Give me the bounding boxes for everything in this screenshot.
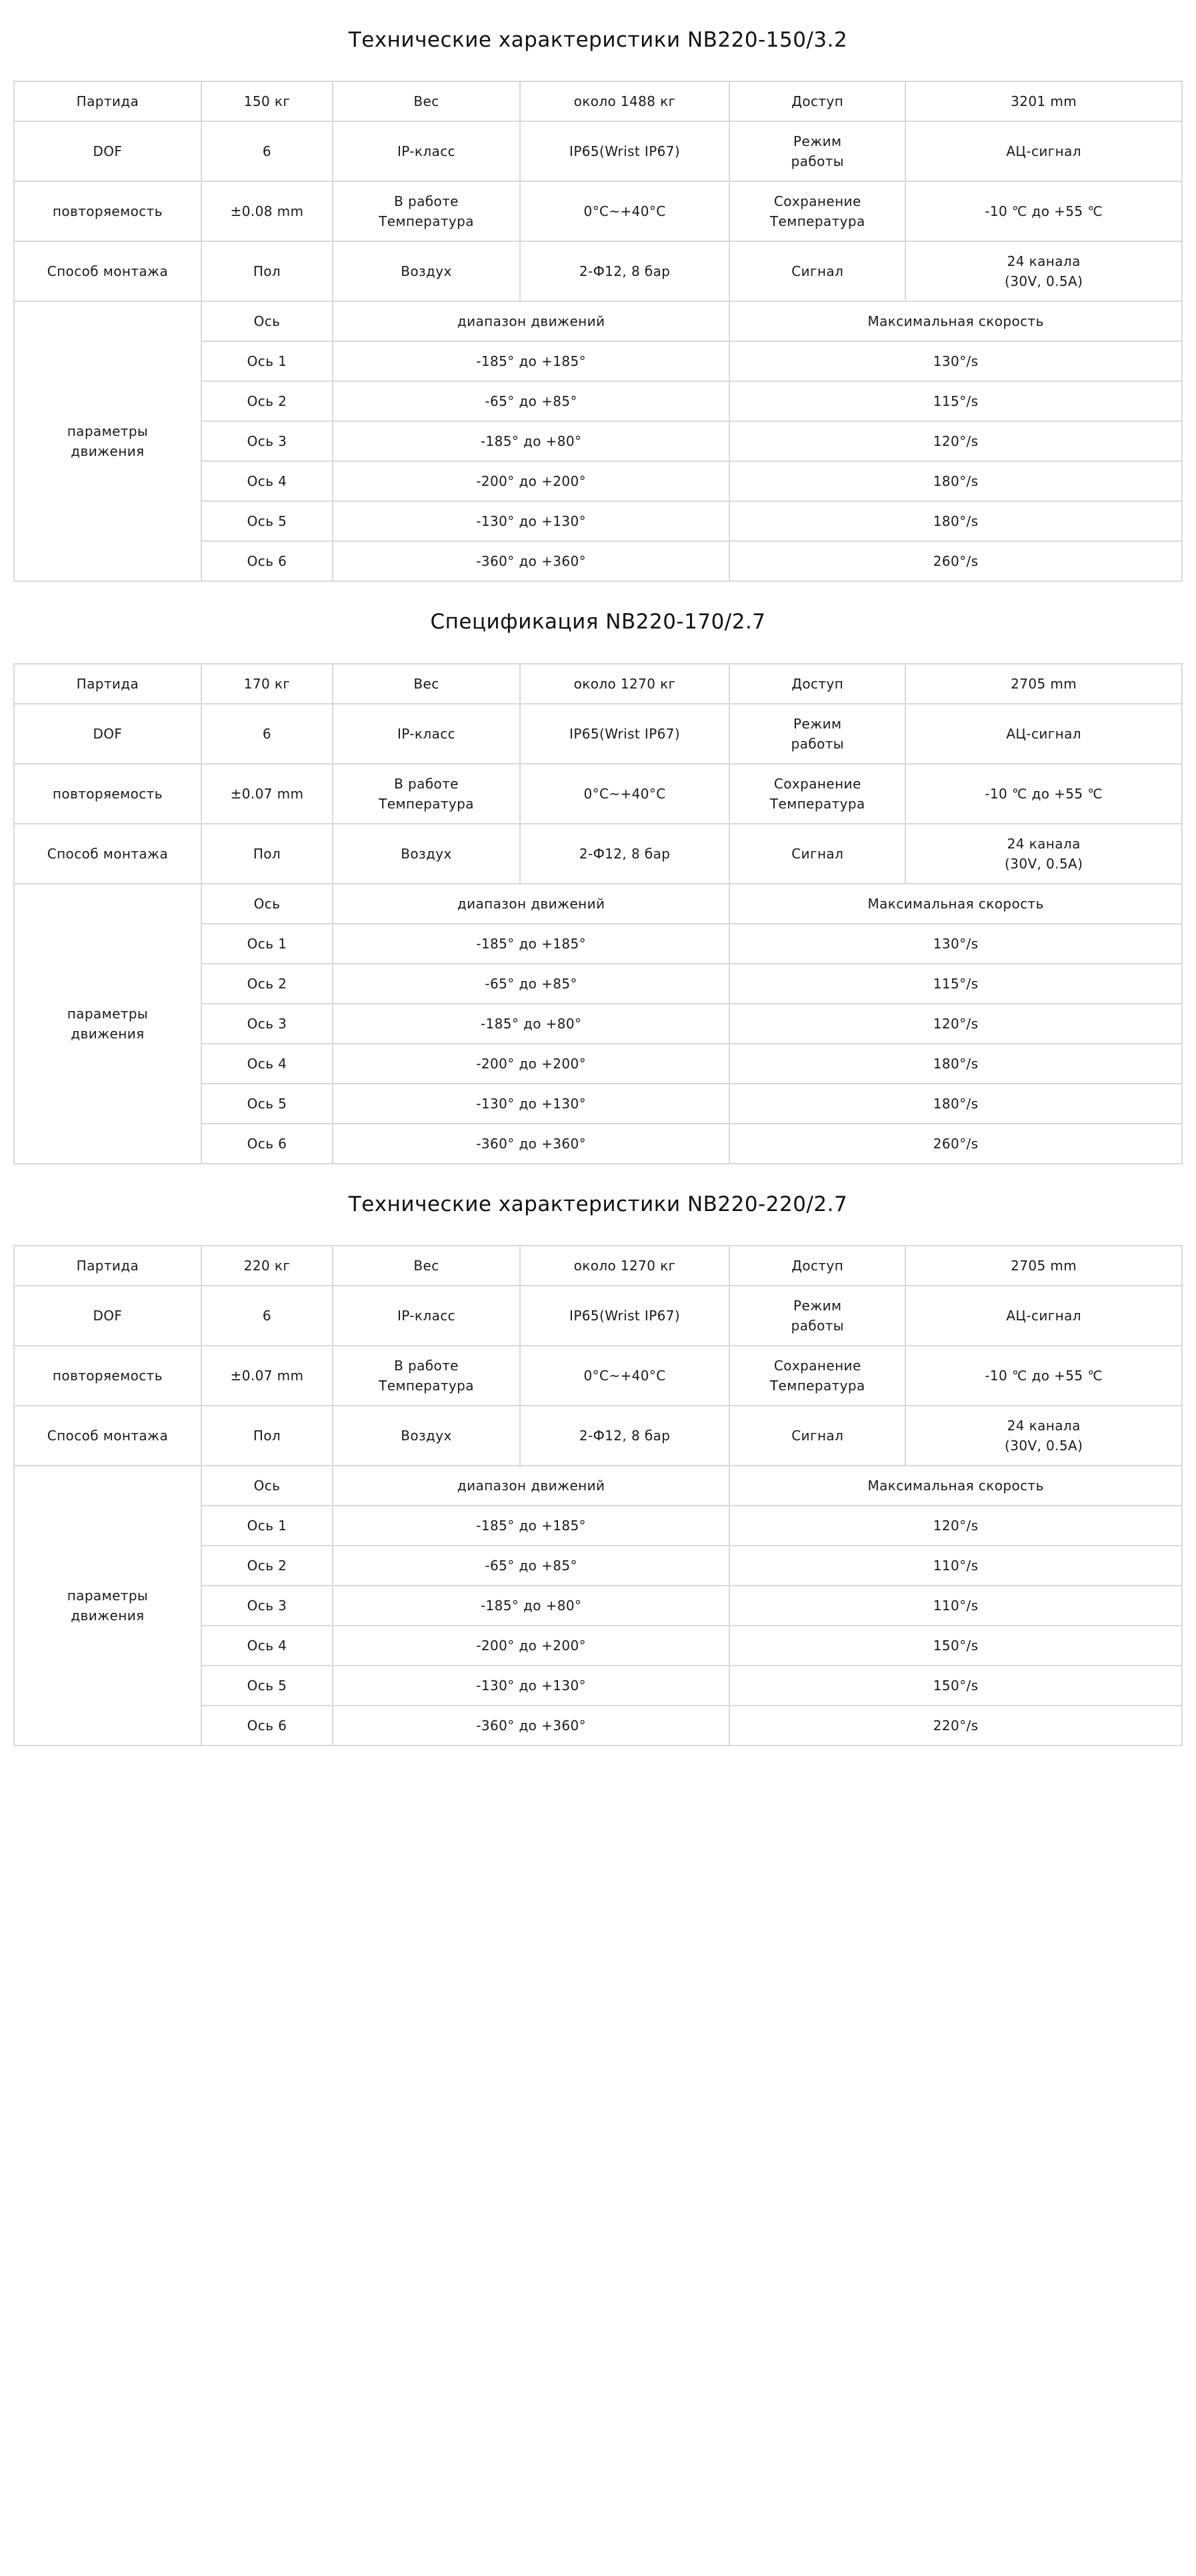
cell-mounting-value: Пол xyxy=(201,241,333,301)
axis-range: -130° до +130° xyxy=(333,1666,729,1706)
axis-speed: 180°/s xyxy=(729,1044,1182,1084)
cell-working-temp-label-line1: В работе xyxy=(394,1358,459,1374)
cell-air-value: 2-Ф12, 8 бар xyxy=(520,824,729,884)
cell-reach-label: Доступ xyxy=(729,81,905,121)
axis-range: -185° до +185° xyxy=(333,924,729,964)
cell-working-temp-value: 0°C~+40°C xyxy=(520,181,729,241)
motion-head-axis: Ось xyxy=(201,1466,333,1506)
cell-mode-label-line2: работы xyxy=(791,735,844,752)
cell-payload-label: Партида xyxy=(14,81,201,121)
cell-storage-temp-label-line2: Температура xyxy=(769,1378,865,1394)
motion-head-range: диапазон движений xyxy=(333,301,729,341)
cell-working-temp-label xyxy=(333,1346,520,1406)
cell-working-temp-label-line1: В работе xyxy=(394,193,459,210)
motion-head-speed: Максимальная скорость xyxy=(729,301,1182,341)
cell-mounting-label: Способ монтажа xyxy=(14,824,201,884)
motion-header-row xyxy=(14,1466,1182,1506)
cell-signal-label: Сигнал xyxy=(729,824,905,884)
page-title: Технические характеристики NB220-150/3.2 xyxy=(348,27,848,52)
cell-dof-value: 6 xyxy=(201,1286,333,1346)
cell-signal-value-line2: (30V, 0.5A) xyxy=(1005,1438,1083,1454)
cell-weight-label: Вес xyxy=(333,664,520,704)
table-row xyxy=(14,241,1182,301)
cell-mounting-label: Способ монтажа xyxy=(14,1406,201,1466)
cell-air-label: Воздух xyxy=(333,1406,520,1466)
axis-range: -65° до +85° xyxy=(333,381,729,421)
motion-head-speed: Максимальная скорость xyxy=(729,1466,1182,1506)
cell-working-temp-label-line1: В работе xyxy=(394,775,459,792)
motion-parameters-label-line1: параметры xyxy=(67,1005,149,1022)
cell-storage-temp-label-line2: Температура xyxy=(769,795,865,812)
page-title: Технические характеристики NB220-220/2.7 xyxy=(348,1192,848,1216)
cell-dof-value: 6 xyxy=(201,121,333,181)
motion-parameters-label-line2: движения xyxy=(71,1608,145,1624)
motion-head-range: диапазон движений xyxy=(333,1466,729,1506)
cell-signal-value xyxy=(905,241,1182,301)
cell-signal-value-line1: 24 канала xyxy=(1007,253,1081,270)
cell-weight-value: около 1270 кг xyxy=(520,1246,729,1286)
axis-name: Ось 1 xyxy=(201,1506,333,1546)
axis-speed: 120°/s xyxy=(729,421,1182,461)
cell-air-value: 2-Ф12, 8 бар xyxy=(520,241,729,301)
cell-signal-label: Сигнал xyxy=(729,1406,905,1466)
cell-working-temp-label-line2: Температура xyxy=(379,213,474,230)
axis-range: -200° до +200° xyxy=(333,1626,729,1666)
table-row xyxy=(14,1246,1182,1286)
motion-head-axis: Ось xyxy=(201,301,333,341)
axis-name: Ось 2 xyxy=(201,964,333,1004)
motion-parameters-label-line2: движения xyxy=(71,443,145,460)
cell-ip-value: IP65(Wrist IP67) xyxy=(520,121,729,181)
axis-speed: 150°/s xyxy=(729,1666,1182,1706)
cell-storage-temp-value: -10 ℃ до +55 ℃ xyxy=(905,181,1182,241)
axis-range: -185° до +185° xyxy=(333,1506,729,1546)
spec-table xyxy=(13,81,1183,582)
motion-head-axis: Ось xyxy=(201,884,333,924)
spec-block-1 xyxy=(13,17,1183,583)
cell-reach-value: 2705 mm xyxy=(905,1246,1182,1286)
spec-sheet-page xyxy=(0,17,1196,1760)
axis-range: -200° до +200° xyxy=(333,461,729,501)
axis-range: -360° до +360° xyxy=(333,541,729,581)
cell-storage-temp-label xyxy=(729,181,905,241)
cell-storage-temp-label-line1: Сохранение xyxy=(773,1358,861,1374)
axis-range: -360° до +360° xyxy=(333,1706,729,1746)
axis-speed: 120°/s xyxy=(729,1506,1182,1546)
spec-block-2 xyxy=(13,599,1183,1164)
axis-name: Ось 6 xyxy=(201,1706,333,1746)
cell-signal-value xyxy=(905,824,1182,884)
cell-reach-value: 3201 mm xyxy=(905,81,1182,121)
table-row xyxy=(14,1346,1182,1406)
cell-weight-label: Вес xyxy=(333,81,520,121)
axis-speed: 220°/s xyxy=(729,1706,1182,1746)
cell-ip-label: IP-класс xyxy=(333,704,520,764)
table-row xyxy=(14,764,1182,824)
cell-mode-label-line2: работы xyxy=(791,153,844,170)
cell-working-temp-label-line2: Температура xyxy=(379,795,474,812)
page-title: Спецификация NB220-170/2.7 xyxy=(430,610,766,635)
motion-parameters-label xyxy=(14,301,201,581)
cell-mode-value: АЦ-сигнал xyxy=(905,121,1182,181)
cell-reach-label: Доступ xyxy=(729,664,905,704)
axis-name: Ось 6 xyxy=(201,541,333,581)
cell-mode-label-line1: Режим xyxy=(793,1298,842,1314)
cell-working-temp-label-line2: Температура xyxy=(379,1378,474,1394)
spec-table xyxy=(13,663,1183,1164)
cell-payload-value: 170 кг xyxy=(201,664,333,704)
cell-working-temp-label xyxy=(333,181,520,241)
axis-speed: 260°/s xyxy=(729,541,1182,581)
cell-weight-label: Вес xyxy=(333,1246,520,1286)
cell-storage-temp-label xyxy=(729,1346,905,1406)
cell-working-temp-value: 0°C~+40°C xyxy=(520,764,729,824)
motion-head-speed: Максимальная скорость xyxy=(729,884,1182,924)
cell-payload-label: Партида xyxy=(14,664,201,704)
cell-storage-temp-label-line2: Температура xyxy=(769,213,865,230)
axis-name: Ось 5 xyxy=(201,1084,333,1124)
cell-repeatability-label: повторяемость xyxy=(14,1346,201,1406)
cell-signal-label: Сигнал xyxy=(729,241,905,301)
axis-speed: 120°/s xyxy=(729,1004,1182,1044)
motion-parameters-label-line1: параметры xyxy=(67,1588,149,1604)
axis-name: Ось 4 xyxy=(201,1626,333,1666)
cell-working-temp-value: 0°C~+40°C xyxy=(520,1346,729,1406)
motion-header-row xyxy=(14,884,1182,924)
table-row xyxy=(14,704,1182,764)
motion-parameters-label xyxy=(14,1466,201,1746)
axis-speed: 180°/s xyxy=(729,1084,1182,1124)
cell-mode-label xyxy=(729,704,905,764)
axis-name: Ось 3 xyxy=(201,1586,333,1626)
cell-storage-temp-label-line1: Сохранение xyxy=(773,193,861,210)
cell-mounting-value: Пол xyxy=(201,1406,333,1466)
cell-mounting-value: Пол xyxy=(201,824,333,884)
axis-range: -65° до +85° xyxy=(333,964,729,1004)
axis-name: Ось 1 xyxy=(201,924,333,964)
cell-reach-label: Доступ xyxy=(729,1246,905,1286)
cell-repeatability-label: повторяемость xyxy=(14,764,201,824)
cell-signal-value xyxy=(905,1406,1182,1466)
motion-parameters-label-line2: движения xyxy=(71,1025,145,1042)
axis-speed: 260°/s xyxy=(729,1124,1182,1164)
cell-storage-temp-label xyxy=(729,764,905,824)
cell-dof-label: DOF xyxy=(14,704,201,764)
cell-mode-value: АЦ-сигнал xyxy=(905,1286,1182,1346)
cell-mode-label-line2: работы xyxy=(791,1318,844,1334)
cell-mode-value: АЦ-сигнал xyxy=(905,704,1182,764)
table-row xyxy=(14,664,1182,704)
axis-range: -130° до +130° xyxy=(333,1084,729,1124)
axis-speed: 180°/s xyxy=(729,461,1182,501)
cell-ip-value: IP65(Wrist IP67) xyxy=(520,1286,729,1346)
table-row xyxy=(14,824,1182,884)
cell-repeatability-value: ±0.07 mm xyxy=(201,1346,333,1406)
cell-repeatability-value: ±0.08 mm xyxy=(201,181,333,241)
axis-range: -185° до +80° xyxy=(333,421,729,461)
axis-name: Ось 4 xyxy=(201,1044,333,1084)
cell-reach-value: 2705 mm xyxy=(905,664,1182,704)
motion-head-range: диапазон движений xyxy=(333,884,729,924)
motion-parameters-label-line1: параметры xyxy=(67,423,149,440)
cell-storage-temp-value: -10 ℃ до +55 ℃ xyxy=(905,1346,1182,1406)
cell-payload-label: Партида xyxy=(14,1246,201,1286)
axis-name: Ось 2 xyxy=(201,381,333,421)
cell-signal-value-line2: (30V, 0.5A) xyxy=(1005,273,1083,290)
cell-mode-label-line1: Режим xyxy=(793,715,842,732)
table-row xyxy=(14,81,1182,121)
cell-repeatability-value: ±0.07 mm xyxy=(201,764,333,824)
cell-ip-label: IP-класс xyxy=(333,1286,520,1346)
axis-range: -200° до +200° xyxy=(333,1044,729,1084)
cell-working-temp-label xyxy=(333,764,520,824)
axis-name: Ось 2 xyxy=(201,1546,333,1586)
axis-range: -360° до +360° xyxy=(333,1124,729,1164)
cell-storage-temp-value: -10 ℃ до +55 ℃ xyxy=(905,764,1182,824)
axis-speed: 115°/s xyxy=(729,381,1182,421)
cell-air-label: Воздух xyxy=(333,824,520,884)
axis-range: -185° до +80° xyxy=(333,1586,729,1626)
cell-dof-label: DOF xyxy=(14,121,201,181)
axis-name: Ось 3 xyxy=(201,1004,333,1044)
cell-mode-label-line1: Режим xyxy=(793,133,842,150)
spec-table xyxy=(13,1245,1183,1746)
axis-range: -65° до +85° xyxy=(333,1546,729,1586)
cell-weight-value: около 1488 кг xyxy=(520,81,729,121)
cell-ip-value: IP65(Wrist IP67) xyxy=(520,704,729,764)
motion-parameters-label xyxy=(14,884,201,1164)
cell-payload-value: 220 кг xyxy=(201,1246,333,1286)
axis-name: Ось 4 xyxy=(201,461,333,501)
axis-range: -185° до +80° xyxy=(333,1004,729,1044)
motion-header-row xyxy=(14,301,1182,341)
cell-mode-label xyxy=(729,121,905,181)
axis-name: Ось 3 xyxy=(201,421,333,461)
cell-mounting-label: Способ монтажа xyxy=(14,241,201,301)
axis-speed: 130°/s xyxy=(729,924,1182,964)
axis-name: Ось 1 xyxy=(201,341,333,381)
axis-range: -130° до +130° xyxy=(333,501,729,541)
cell-ip-label: IP-класс xyxy=(333,121,520,181)
axis-name: Ось 5 xyxy=(201,501,333,541)
cell-dof-value: 6 xyxy=(201,704,333,764)
cell-payload-value: 150 кг xyxy=(201,81,333,121)
axis-speed: 180°/s xyxy=(729,501,1182,541)
table-row xyxy=(14,1286,1182,1346)
cell-dof-label: DOF xyxy=(14,1286,201,1346)
axis-speed: 150°/s xyxy=(729,1626,1182,1666)
axis-name: Ось 5 xyxy=(201,1666,333,1706)
table-row xyxy=(14,121,1182,181)
cell-storage-temp-label-line1: Сохранение xyxy=(773,775,861,792)
cell-signal-value-line1: 24 канала xyxy=(1007,1418,1081,1434)
axis-range: -185° до +185° xyxy=(333,341,729,381)
cell-air-label: Воздух xyxy=(333,241,520,301)
axis-name: Ось 6 xyxy=(201,1124,333,1164)
cell-signal-value-line2: (30V, 0.5A) xyxy=(1005,855,1083,872)
table-row xyxy=(14,1406,1182,1466)
cell-repeatability-label: повторяемость xyxy=(14,181,201,241)
axis-speed: 110°/s xyxy=(729,1546,1182,1586)
cell-air-value: 2-Ф12, 8 бар xyxy=(520,1406,729,1466)
table-row xyxy=(14,181,1182,241)
axis-speed: 110°/s xyxy=(729,1586,1182,1626)
spec-block-3 xyxy=(13,1182,1183,1747)
cell-weight-value: около 1270 кг xyxy=(520,664,729,704)
axis-speed: 115°/s xyxy=(729,964,1182,1004)
cell-signal-value-line1: 24 канала xyxy=(1007,835,1081,852)
cell-mode-label xyxy=(729,1286,905,1346)
axis-speed: 130°/s xyxy=(729,341,1182,381)
